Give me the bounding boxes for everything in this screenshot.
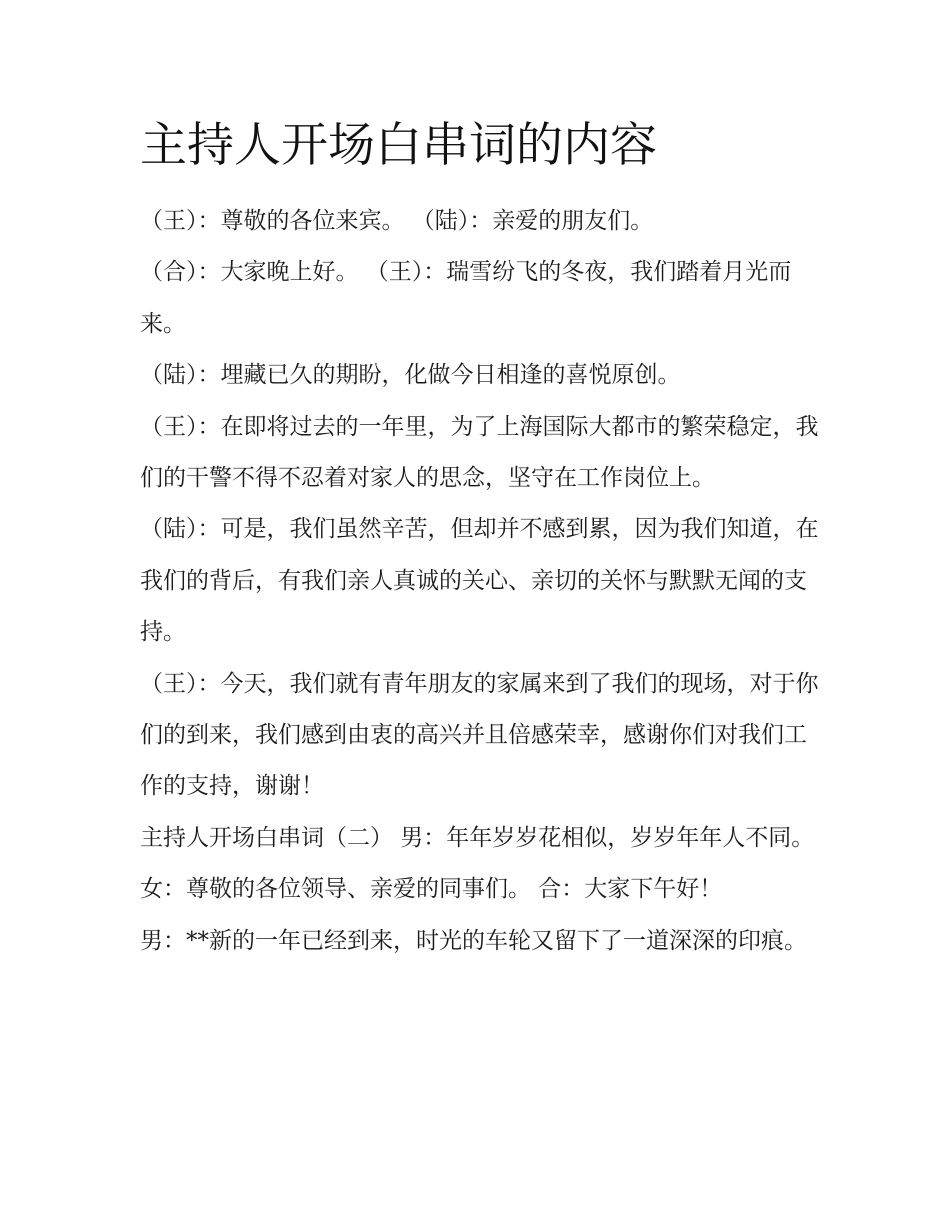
paragraph: 主持人开场白串词（二） 男：年年岁岁花相似，岁岁年年人不同。 女：尊敬的各位领导、亲爱的同事们。 合：大家下午好！	[140, 824, 815, 903]
paragraph: （陆）：可是，我们虽然辛苦，但却并不感到累，因为我们知道，在我们的背后，有我们亲人真诚的关心、亲切的关怀与默默无闻的支持。	[140, 516, 819, 646]
document-title: 主持人开场白串词的内容	[140, 118, 657, 173]
paragraph: （王）：尊敬的各位来宾。 （陆）：亲爱的朋友们。	[140, 208, 654, 234]
paragraph: 男：**新的一年已经到来，时光的车轮又留下了一道深深的印痕。	[140, 927, 807, 954]
paragraph: （王）：在即将过去的一年里，为了上海国际大都市的繁荣稳定，我们的干警不得不忍着对家人的思念，坚守在工作岗位上。	[140, 413, 819, 492]
paragraph: （合）：大家晚上好。 （王）：瑞雪纷飞的冬夜，我们踏着月光而来。	[140, 259, 792, 337]
document-body	[140, 196, 820, 967]
paragraph: （陆）：埋藏已久的期盼，化做今日相逢的喜悦原创。	[140, 362, 681, 389]
paragraph: （王）：今天，我们就有青年朋友的家属来到了我们的现场，对于你们的到来，我们感到由衷的高兴并且倍感荣幸，感谢你们对我们工作的支持，谢谢！	[140, 670, 819, 800]
